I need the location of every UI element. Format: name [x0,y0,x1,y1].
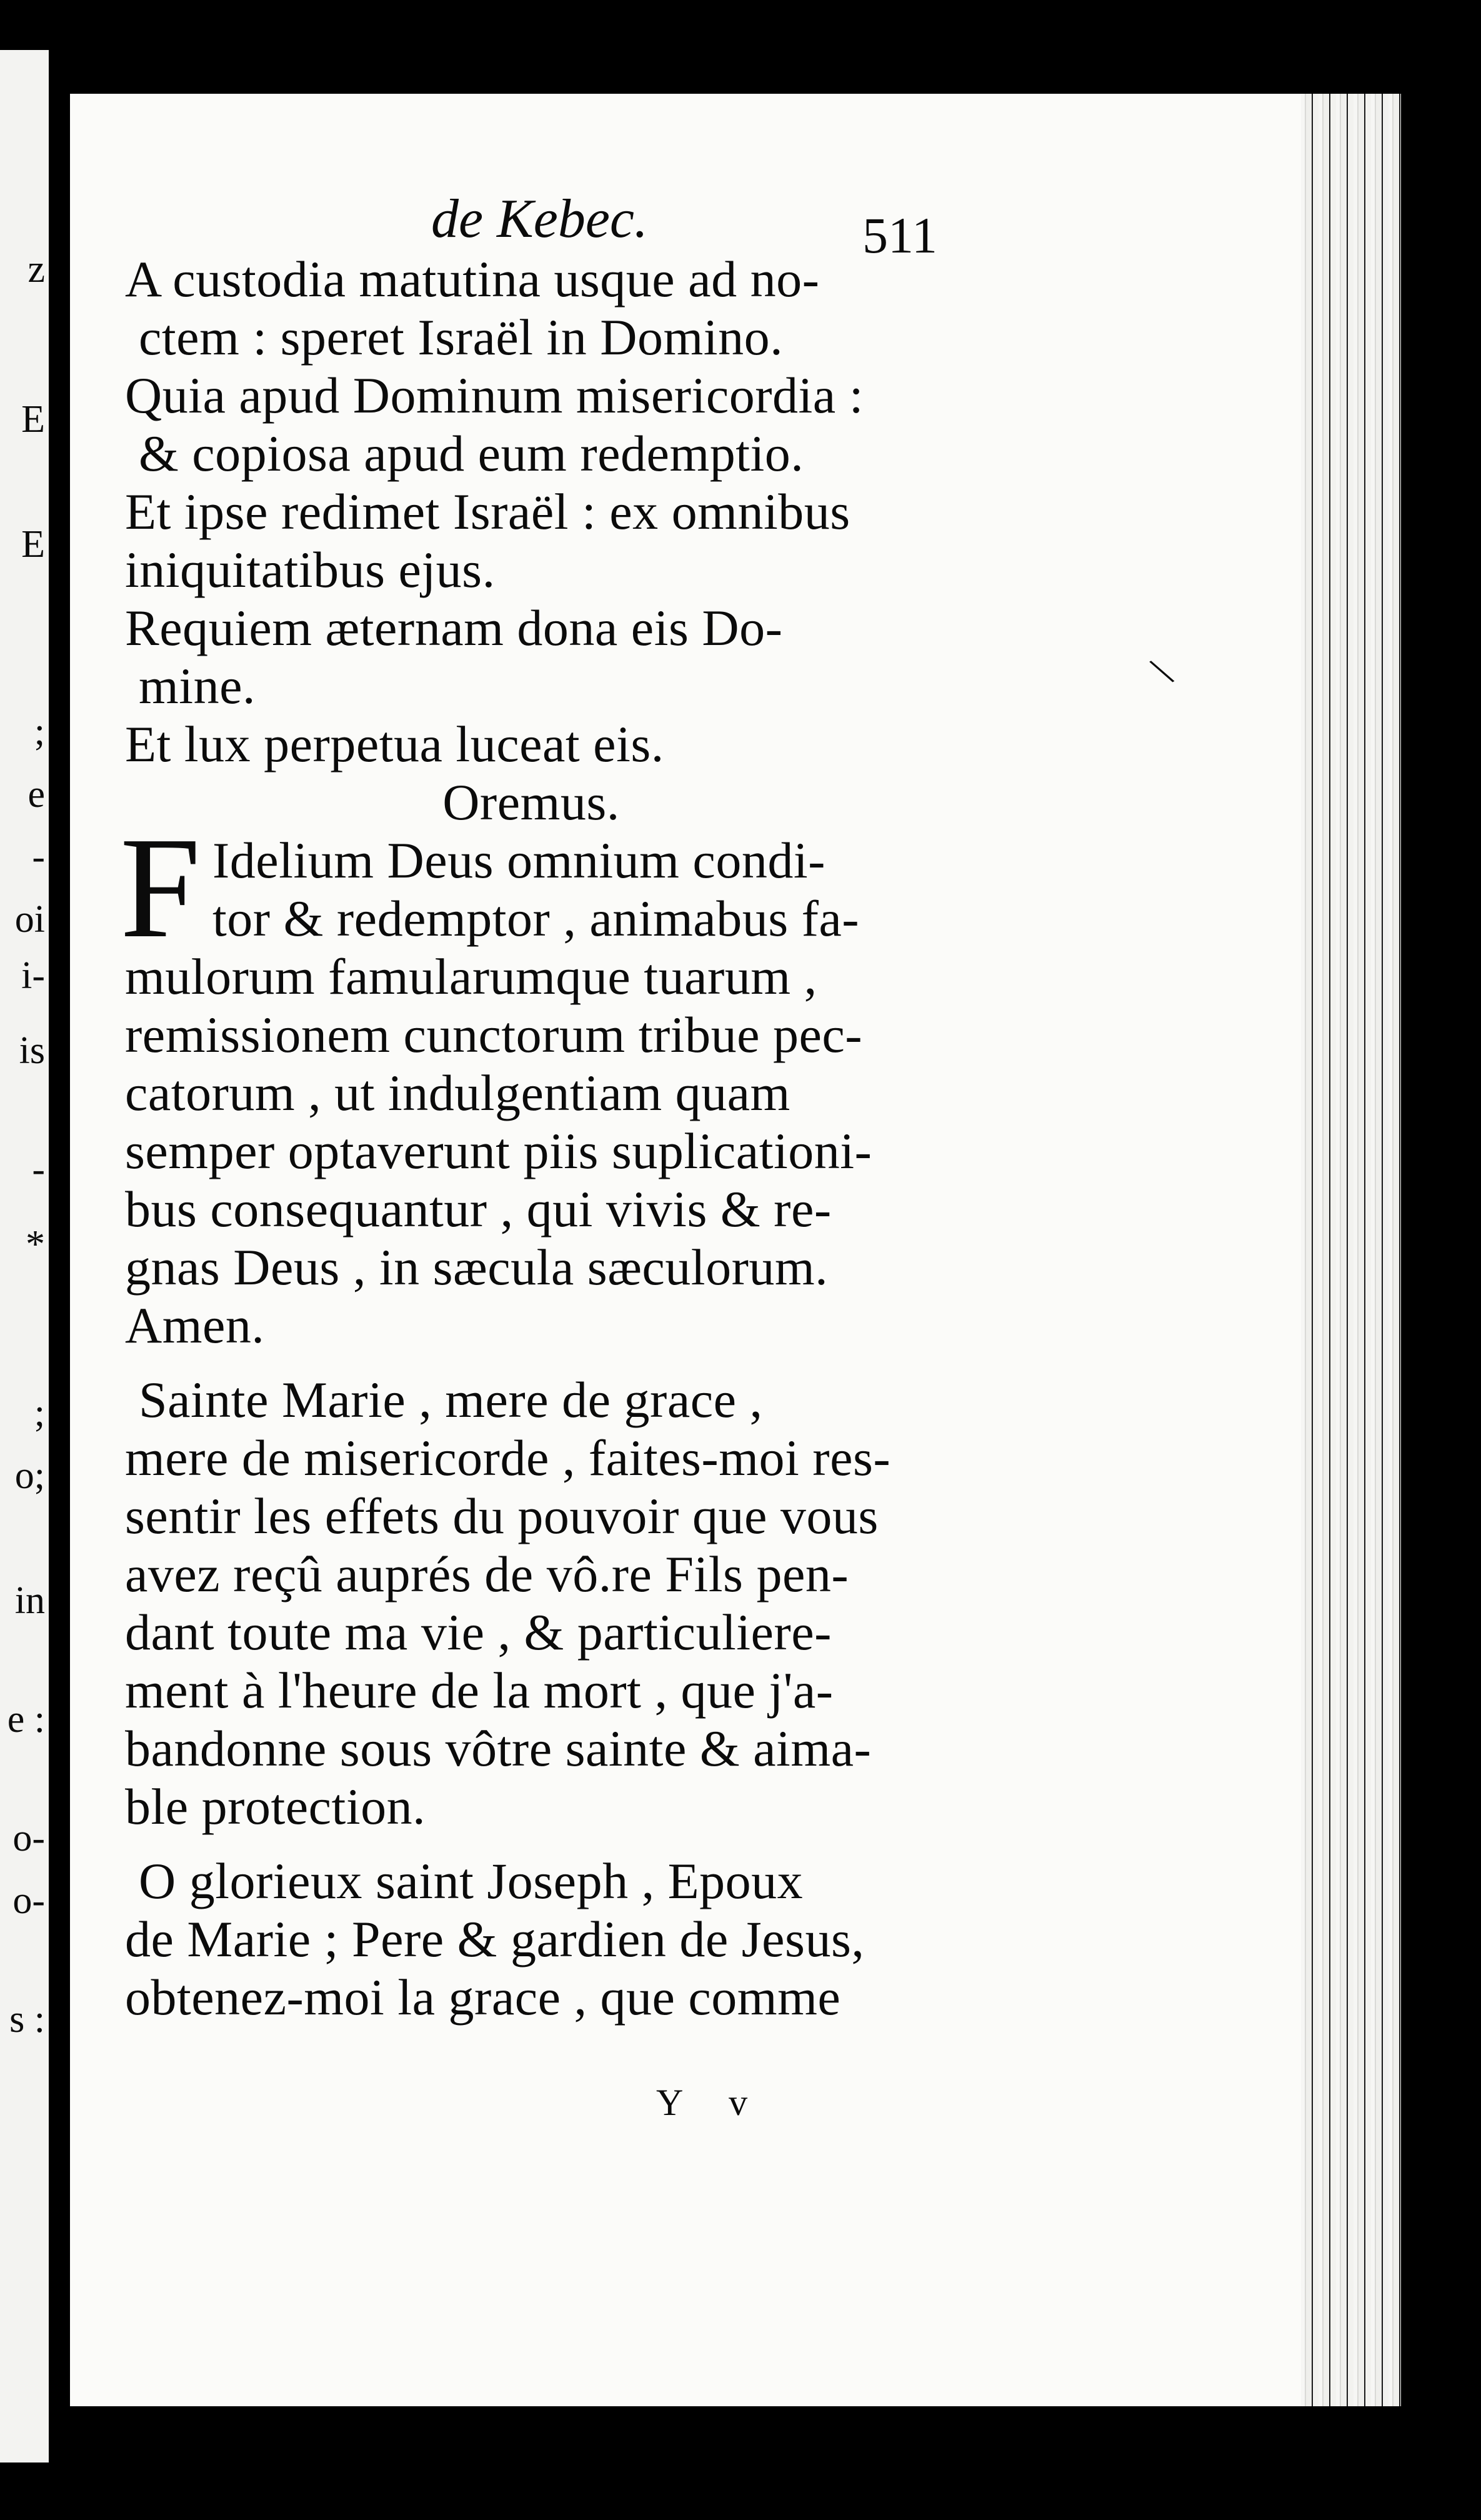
text-line: mere de misericorde , faites-moi res- [125,1429,891,1486]
running-head: de Kebec. [431,189,648,249]
page-number: 511 [862,207,937,264]
margin-fragment: E [21,398,45,441]
margin-fragment: o; [14,1454,45,1497]
margin-fragment: e : [7,1698,45,1741]
margin-fragment: ; [34,711,45,753]
text-line: ble protection. [125,1778,426,1835]
margin-fragment: o- [12,1879,45,1922]
joseph-paragraph [125,1852,937,2026]
text-line: mine. [139,658,256,714]
drop-cap: F [120,808,201,968]
margin-fragment: i- [21,954,45,997]
text-line: Et ipse redimet Israël : ex omnibus [125,483,850,540]
margin-fragment: E [21,523,45,566]
margin-fragment: o- [12,1817,45,1859]
margin-fragment: e [27,773,45,816]
page-stack-edge [1301,94,1401,2406]
text-line: ctem : speret Israël in Domino. [139,309,784,366]
text-line: O glorieux saint Joseph , Epoux [139,1852,804,1909]
margin-fragment: ; [34,1392,45,1434]
margin-fragment: oi [14,898,45,941]
text-line: Idelium Deus omnium condi- [212,832,825,889]
text-line: iniquitatibus ejus. [125,541,496,598]
text-line: catorum , ut indulgentiam quam [125,1064,790,1121]
text-line: sentir les effets du pouvoir que vous [125,1488,879,1544]
text-line: Quia apud Dominum misericordia : [125,367,864,424]
text-line: Et lux perpetua luceat eis. [125,716,664,772]
margin-fragment: s : [9,1998,45,2041]
prayer-paragraph [120,808,937,1354]
marie-paragraph [125,1371,937,1836]
margin-mark: \ [1144,648,1180,696]
text-line: remissionem cunctorum tribue pec- [125,1006,863,1063]
text-line: bandonne sous vôtre sainte & aima- [125,1720,872,1777]
page-header [125,188,937,264]
text-line: ment à l'heure de la mort , que j'a- [125,1662,834,1719]
text-line: & copiosa apud eum redemptio. [139,425,804,482]
page-body [120,250,937,2026]
text-line: Amen. [125,1297,265,1354]
text-line: Requiem æternam dona eis Do- [125,599,783,656]
margin-fragment: * [26,1223,45,1266]
text-line: bus consequantur , qui vivis & re- [125,1181,832,1238]
text-line: obtenez-moi la grace , que comme [125,1969,841,2026]
signature-mark: Y v [656,2082,767,2123]
margin-fragment: - [32,836,45,878]
margin-fragment: z [27,248,45,291]
text-line: A custodia matutina usque ad no- [125,251,820,308]
previous-page-edge [0,50,49,2462]
text-line: mulorum famularumque tuarum , [125,948,817,1005]
margin-fragment: is [19,1029,45,1072]
text-line: dant toute ma vie , & particuliere- [125,1604,832,1661]
text-line: de Marie ; Pere & gardien de Jesus, [125,1911,865,1968]
margin-fragment: - [32,1148,45,1191]
text-line: tor & redemptor , animabus fa- [212,890,860,947]
margin-fragment: in [14,1579,45,1622]
text-line: avez reçû auprés de vô.re Fils pen- [125,1546,849,1602]
text-line: gnas Deus , in sæcula sæculorum. [125,1239,829,1296]
oremus-heading: Oremus. [442,774,620,831]
text-line: semper optaverunt piis suplicationi- [125,1122,872,1179]
text-line: Sainte Marie , mere de grace , [139,1371,763,1428]
